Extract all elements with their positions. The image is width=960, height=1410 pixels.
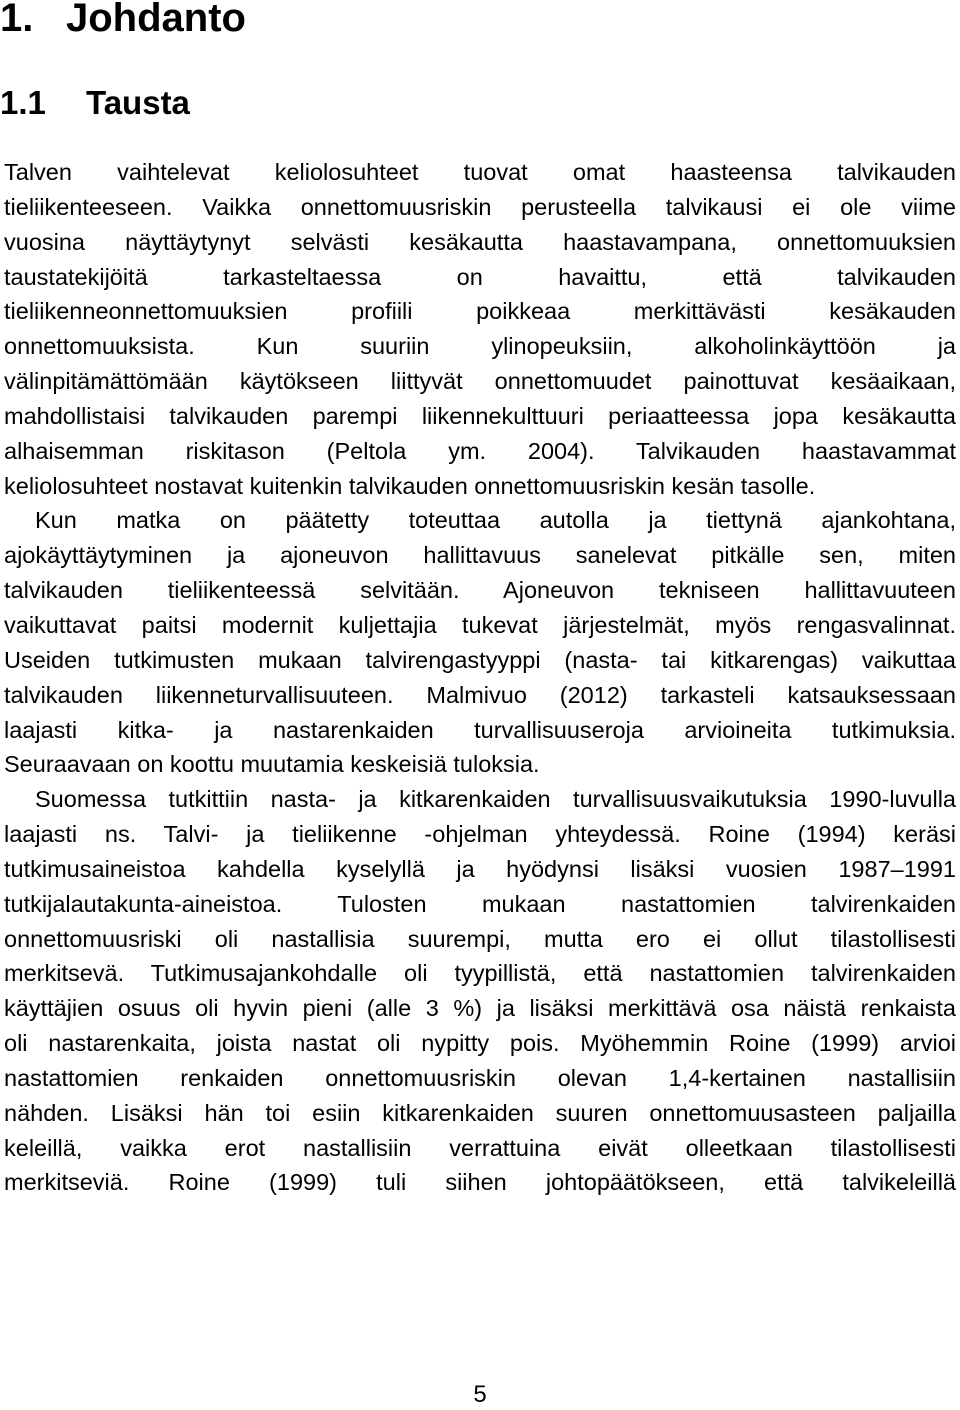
body-line: keliolosuhteet nostavat kuitenkin talvikauden onnettomuusriskin kesän tasolle.: [4, 472, 816, 499]
body-line: Suomessa tutkittiin nasta- ja kitkarenkaiden turvallisuusvaikutuksia 1990-luvulla: [35, 786, 956, 813]
body-line: tieliikenteeseen. Vaikka onnettomuusriskin perusteella talvikausi ei ole viime: [4, 193, 956, 220]
section-heading: [0, 82, 190, 124]
page-number: 5: [473, 1381, 487, 1408]
body-line: Useiden tutkimusten mukaan talvirengastyyppi (nasta- tai kitkarengas) vaikuttaa: [4, 646, 956, 673]
body-line: Kun matka on päätetty toteuttaa autolla ja tiettynä ajankohtana,: [35, 507, 956, 534]
body-line: laajasti kitka- ja nastarenkaiden turvallisuuseroja arvioineita tutkimuksia.: [4, 716, 956, 743]
body-line: tutkimusaineistoa kahdella kyselyllä ja hyödynsi lisäksi vuosien 1987–1991: [4, 855, 956, 882]
body-line: nastattomien renkaiden onnettomuusriskin olevan 1,4-kertainen nastallisiin: [4, 1064, 956, 1091]
chapter-heading: [0, 0, 246, 42]
body-line: ajokäyttäytyminen ja ajoneuvon hallittavuus sanelevat pitkälle sen, miten: [4, 542, 956, 569]
body-line: käyttäjien osuus oli hyvin pieni (alle 3 %) ja lisäksi merkittävä osa näistä renkaista: [4, 995, 956, 1022]
body-line: oli nastarenkaita, joista nastat oli nypitty pois. Myöhemmin Roine (1999) arvioi: [4, 1030, 956, 1057]
body-line: talvikauden tieliikenteessä selvitään. Ajoneuvon tekniseen hallittavuuteen: [4, 577, 956, 604]
chapter-number: 1.: [0, 0, 34, 40]
body-line: onnettomuuksista. Kun suuriin ylinopeuksiin, alkoholinkäyttöön ja: [4, 333, 956, 360]
body-line: mahdollistaisi talvikauden parempi liikennekulttuuri periaatteessa jopa kesäkautta: [4, 402, 956, 429]
body-line: tutkijalautakunta-aineistoa. Tulosten mukaan nastattomien talvirenkaiden: [4, 890, 956, 917]
body-line: välinpitämättömään käytökseen liittyvät onnettomuudet painottuvat kesäaikaan,: [4, 368, 956, 395]
body-line: onnettomuusriski oli nastallisia suurempi, mutta ero ei ollut tilastollisesti: [4, 925, 956, 952]
body-line: taustatekijöitä tarkasteltaessa on havaittu, että talvikauden: [4, 263, 956, 290]
section-title: Tausta: [86, 84, 190, 121]
body-text: [4, 155, 956, 1200]
body-line: nähden. Lisäksi hän toi esiin kitkarenkaiden suuren onnettomuusasteen paljailla: [4, 1099, 956, 1126]
body-line: Seuraavaan on koottu muutamia keskeisiä tuloksia.: [4, 751, 540, 778]
body-line: merkitsevä. Tutkimusajankohdalle oli tyypillistä, että nastattomien talvirenkaiden: [4, 960, 956, 987]
body-line: vaikuttavat paitsi modernit kuljettajia tukevat järjestelmät, myös rengasvalinnat.: [4, 611, 956, 638]
body-line: tieliikenneonnettomuuksien profiili poikkeaa merkittävästi kesäkauden: [4, 298, 956, 325]
section-number: 1.1: [0, 84, 46, 121]
body-line: keleillä, vaikka erot nastallisiin verrattuina eivät olleetkaan tilastollisesti: [4, 1134, 956, 1161]
body-line: talvikauden liikenneturvallisuuteen. Malmivuo (2012) tarkasteli katsauksessaan: [4, 681, 956, 708]
body-line: laajasti ns. Talvi- ja tieliikenne -ohjelman yhteydessä. Roine (1994) keräsi: [4, 821, 956, 848]
body-line: vuosina näyttäytynyt selvästi kesäkautta haastavampana, onnettomuuksien: [4, 228, 956, 255]
body-line: merkitseviä. Roine (1999) tuli siihen johtopäätökseen, että talvikeleillä: [4, 1169, 956, 1196]
body-line: Talven vaihtelevat keliolosuhteet tuovat omat haasteensa talvikauden: [4, 159, 956, 185]
body-line: alhaisemman riskitason (Peltola ym. 2004). Talvikauden haastavammat: [4, 437, 956, 464]
chapter-title: Johdanto: [66, 0, 246, 40]
